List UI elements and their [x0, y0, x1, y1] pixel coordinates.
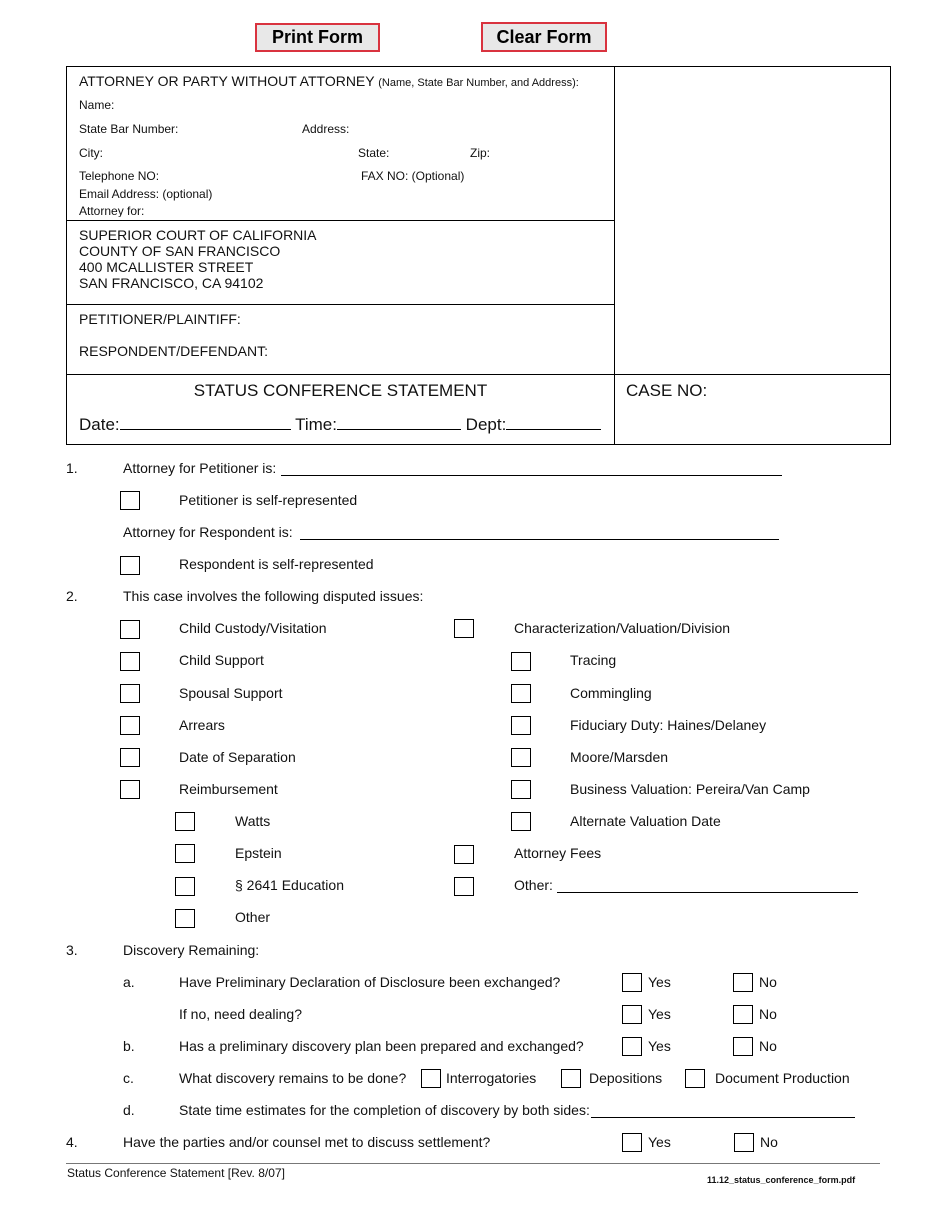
issue-label: Date of Separation [179, 749, 296, 765]
option-label: Depositions [589, 1070, 663, 1086]
respondent-self-label: Respondent is self-represented [179, 556, 374, 572]
child-support-checkbox[interactable] [120, 652, 140, 671]
discovery-heading: Discovery Remaining: [123, 942, 260, 958]
dealing-yes-checkbox[interactable] [622, 1005, 642, 1024]
date-of-separation-checkbox[interactable] [120, 748, 140, 767]
attorney-respondent-field[interactable] [300, 524, 779, 540]
issue-label: Characterization/Valuation/Division [514, 620, 731, 636]
item-a2-text: If no, need dealing? [179, 1006, 302, 1022]
business-valuation-checkbox[interactable] [511, 780, 531, 799]
issue-label: Arrears [179, 717, 225, 733]
issue-label: Epstein [235, 845, 282, 861]
attorney-petitioner-label: Attorney for Petitioner is: [123, 460, 277, 476]
other-issue-checkbox[interactable] [454, 877, 474, 896]
clear-form-button[interactable]: Clear Form [481, 22, 607, 52]
yes-label: Yes [648, 1134, 671, 1150]
respondent-label: RESPONDENT/DEFENDANT: [79, 343, 269, 359]
respondent-self-checkbox[interactable] [120, 556, 140, 575]
discovery-plan-yes-checkbox[interactable] [622, 1037, 642, 1056]
child-custody-checkbox[interactable] [120, 620, 140, 639]
spousal-support-checkbox[interactable] [120, 684, 140, 703]
city-label: City: [79, 146, 103, 160]
dealing-no-checkbox[interactable] [733, 1005, 753, 1024]
footer-divider [66, 1163, 880, 1164]
item-d-text: State time estimates for the completion of discovery by both sides: [179, 1102, 590, 1118]
petitioner-label: PETITIONER/PLAINTIFF: [79, 311, 241, 327]
section-1-number: 1. [66, 460, 78, 476]
arrears-checkbox[interactable] [120, 716, 140, 735]
footer-filename: 11.12_status_conference_form.pdf [707, 1175, 856, 1185]
watts-checkbox[interactable] [175, 812, 195, 831]
attorney-heading: ATTORNEY OR PARTY WITHOUT ATTORNEY (Name, State Bar Number, and Address): [79, 73, 579, 89]
settlement-yes-checkbox[interactable] [622, 1133, 642, 1152]
attorney-for-label: Attorney for: [79, 204, 145, 217]
settlement-question: Have the parties and/or counsel met to discuss settlement? [123, 1134, 491, 1150]
state-bar-label: State Bar Number: [79, 122, 179, 136]
issue-label: Fiduciary Duty: Haines/Delaney [570, 717, 767, 733]
section-2-number: 2. [66, 588, 78, 604]
court-address: SUPERIOR COURT OF CALIFORNIA COUNTY OF SAN FRANCISCO 400 MCALLISTER STREET SAN FRANCISCO, CA 94102 [79, 227, 317, 291]
epstein-checkbox[interactable] [175, 844, 195, 863]
issue-label: Reimbursement [179, 781, 278, 797]
other-issue-label: Other: [514, 877, 553, 893]
other-issue-field[interactable] [557, 877, 858, 893]
section-3-number: 3. [66, 942, 78, 958]
document-production-checkbox[interactable] [685, 1069, 705, 1088]
no-label: No [760, 1134, 778, 1150]
case-no-label: CASE NO: [626, 381, 708, 400]
issue-label: Attorney Fees [514, 845, 602, 861]
issue-label: § 2641 Education [235, 877, 344, 893]
depositions-checkbox[interactable] [561, 1069, 581, 1088]
petitioner-self-label: Petitioner is self-represented [179, 492, 358, 508]
issue-label: Business Valuation: Pereira/Van Camp [570, 781, 810, 797]
item-a-text: Have Preliminary Declaration of Disclosure been exchanged? [179, 974, 561, 990]
discovery-plan-no-checkbox[interactable] [733, 1037, 753, 1056]
commingling-checkbox[interactable] [511, 684, 531, 703]
attorney-respondent-label: Attorney for Respondent is: [123, 524, 293, 540]
discovery-estimate-field[interactable] [591, 1102, 855, 1118]
option-label: Interrogatories [446, 1070, 537, 1086]
fax-label: FAX NO: (Optional) [361, 169, 465, 183]
item-c-text: What discovery remains to be done? [179, 1070, 407, 1086]
issue-label: Watts [235, 813, 271, 829]
disclosure-yes-checkbox[interactable] [622, 973, 642, 992]
education-2641-checkbox[interactable] [175, 877, 195, 896]
issue-label: Other [235, 909, 271, 925]
reimbursement-other-checkbox[interactable] [175, 909, 195, 928]
no-label: No [759, 1038, 777, 1054]
section-4-number: 4. [66, 1134, 78, 1150]
name-label: Name: [79, 98, 115, 112]
yes-label: Yes [648, 1006, 671, 1022]
hearing-line: Date: Time: Dept: [79, 414, 601, 435]
attorney-fees-checkbox[interactable] [454, 845, 474, 864]
no-label: No [759, 1006, 777, 1022]
petitioner-self-checkbox[interactable] [120, 491, 140, 510]
issue-label: Alternate Valuation Date [570, 813, 721, 829]
item-b-text: Has a preliminary discovery plan been prepared and exchanged? [179, 1038, 584, 1054]
attorney-petitioner-field[interactable] [281, 460, 782, 476]
interrogatories-checkbox[interactable] [421, 1069, 441, 1088]
item-a-label: a. [123, 974, 135, 990]
item-c-label: c. [123, 1070, 134, 1086]
yes-label: Yes [648, 1038, 671, 1054]
issue-label: Commingling [570, 685, 652, 701]
moore-marsden-checkbox[interactable] [511, 748, 531, 767]
issue-label: Tracing [570, 652, 617, 668]
address-label: Address: [302, 122, 350, 136]
email-label: Email Address: (optional) [79, 187, 213, 201]
reimbursement-checkbox[interactable] [120, 780, 140, 799]
issue-label: Child Custody/Visitation [179, 620, 327, 636]
fiduciary-duty-checkbox[interactable] [511, 716, 531, 735]
footer-revision: Status Conference Statement [Rev. 8/07] [67, 1166, 285, 1180]
issues-intro: This case involves the following disputed issues: [123, 588, 424, 604]
issue-label: Spousal Support [179, 685, 283, 701]
alternate-valuation-checkbox[interactable] [511, 812, 531, 831]
tracing-checkbox[interactable] [511, 652, 531, 671]
telephone-label: Telephone NO: [79, 169, 160, 183]
state-label: State: [358, 146, 390, 160]
form-title: STATUS CONFERENCE STATEMENT [193, 381, 488, 400]
settlement-no-checkbox[interactable] [734, 1133, 754, 1152]
option-label: Document Production [715, 1070, 850, 1086]
zip-label: Zip: [470, 146, 491, 160]
item-d-label: d. [123, 1102, 135, 1118]
issue-label: Child Support [179, 652, 264, 668]
characterization-checkbox[interactable] [454, 619, 474, 638]
item-b-label: b. [123, 1038, 135, 1054]
yes-label: Yes [648, 974, 671, 990]
issue-label: Moore/Marsden [570, 749, 669, 765]
print-form-button[interactable]: Print Form [255, 23, 380, 52]
no-label: No [759, 974, 777, 990]
disclosure-no-checkbox[interactable] [733, 973, 753, 992]
